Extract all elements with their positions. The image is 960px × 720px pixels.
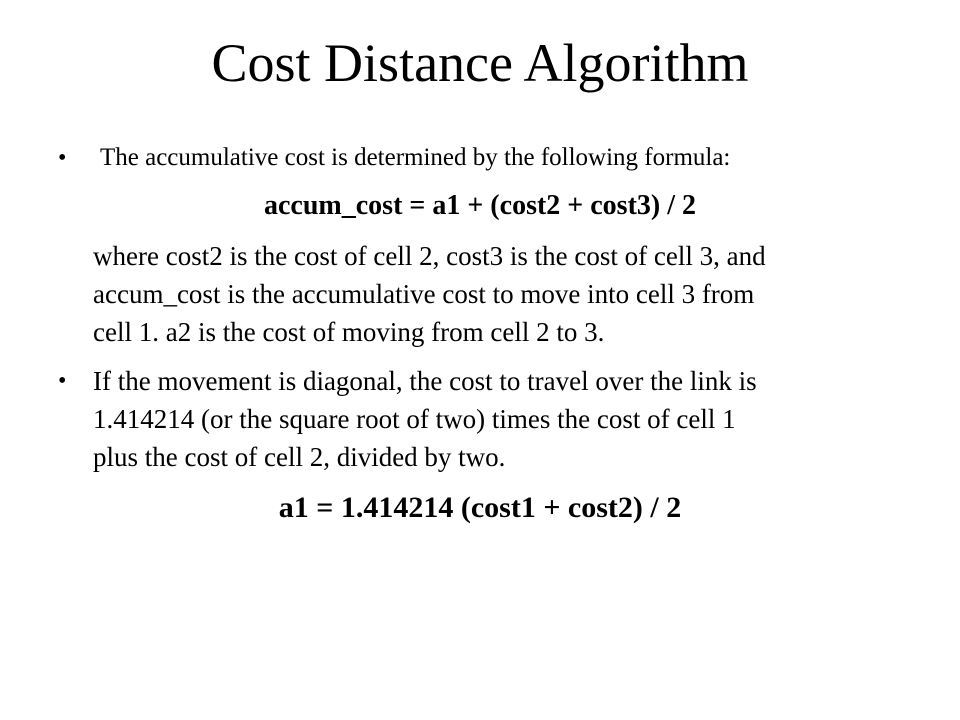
formula-a1: a1 = 1.414214 (cost1 + cost2) / 2 bbox=[278, 491, 682, 524]
formula-accum-cost: accum_cost = a1 + (cost2 + cost3) / 2 bbox=[264, 190, 696, 221]
bullet-2-line-1: If the movement is diagonal, the cost to travel over the link is bbox=[93, 366, 757, 396]
explanation-line-1: where cost2 is the cost of cell 2, cost3 is the cost of cell 3, and bbox=[93, 241, 766, 271]
bullet-2-line-3: plus the cost of cell 2, divided by two. bbox=[93, 442, 506, 472]
explanation-line-3: cell 1. a2 is the cost of moving from cell 2 to 3. bbox=[93, 317, 605, 347]
bullet-1-marker: • bbox=[58, 145, 67, 171]
slide-title: Cost Distance Algorithm bbox=[211, 33, 749, 93]
explanation-line-2: accum_cost is the accumulative cost to move into cell 3 from bbox=[93, 279, 755, 309]
bullet-1-text: The accumulative cost is determined by the following formula: bbox=[100, 144, 731, 171]
bullet-2-line-2: 1.414214 (or the square root of two) times the cost of cell 1 bbox=[93, 404, 736, 434]
bullet-2-marker: • bbox=[58, 368, 67, 394]
